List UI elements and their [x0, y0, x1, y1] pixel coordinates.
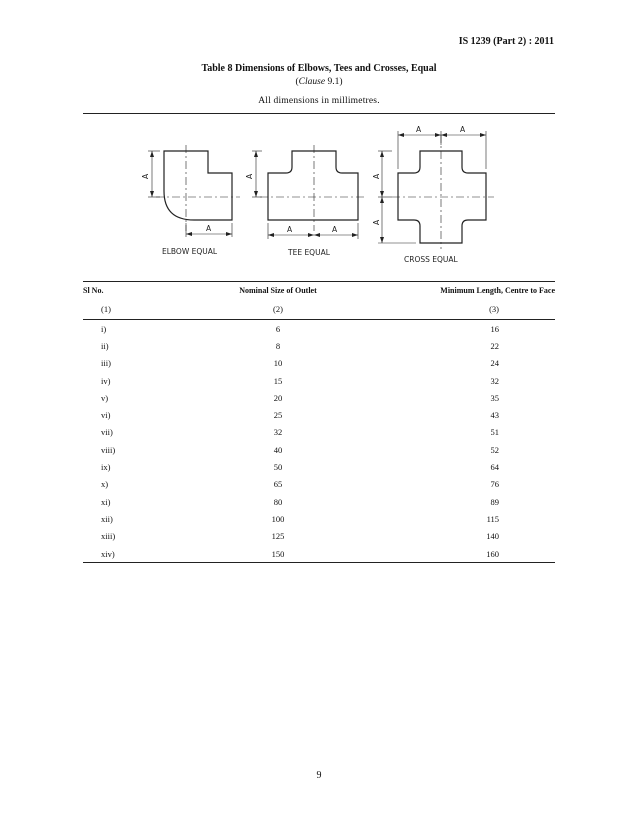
- nominal-size-cell: 25: [273, 410, 283, 421]
- nominal-size-cell: 15: [273, 375, 283, 386]
- sl-no-cell: vi): [101, 410, 111, 421]
- table-row: [83, 458, 555, 475]
- clause-prefix: Clause: [298, 77, 326, 87]
- sl-no-cell: xiv): [101, 548, 115, 559]
- table-row: [83, 493, 555, 510]
- min-length-cell: 35: [490, 392, 499, 403]
- table-row: [83, 389, 555, 406]
- cross-dim-upper: A: [372, 173, 381, 179]
- table-row: [83, 441, 555, 458]
- min-length-cell: 115: [486, 513, 499, 524]
- table-header-row: [83, 282, 555, 300]
- nominal-size-cell: 50: [273, 462, 283, 473]
- table-row: [83, 510, 555, 527]
- nominal-size-cell: 65: [273, 479, 283, 490]
- nominal-size-cell: 100: [271, 513, 285, 524]
- sl-no-cell: ii): [101, 340, 109, 351]
- tee-label: TEE EQUAL: [288, 248, 330, 257]
- nominal-size-cell: 150: [271, 548, 285, 559]
- table-row: [83, 545, 555, 563]
- elbow-dim-horizontal: A: [206, 224, 212, 233]
- nominal-size-cell: 10: [273, 358, 283, 369]
- tee-arrows: [254, 151, 358, 237]
- cross-label: CROSS EQUAL: [404, 255, 458, 264]
- sl-no-cell: vii): [101, 427, 113, 438]
- table-row: [83, 424, 555, 441]
- clause-number: 9.1: [325, 77, 340, 87]
- min-length-cell: 52: [490, 444, 499, 455]
- sl-no-cell: xi): [101, 496, 111, 507]
- tee-dim-left: A: [287, 225, 293, 234]
- table-title: Table 8 Dimensions of Elbows, Tees and Crosses, Equal: [201, 63, 437, 74]
- dimensions-table: [83, 281, 555, 563]
- table-row: [83, 320, 555, 338]
- elbow-arrows: [150, 151, 232, 236]
- min-length-cell: 43: [490, 410, 499, 421]
- table-row: [83, 337, 555, 354]
- header-sl-no: Sl No.: [83, 282, 153, 300]
- cross-dim-left: A: [416, 125, 422, 134]
- clause-reference: (Clause 9.1): [295, 77, 343, 87]
- table-row: [83, 476, 555, 493]
- sl-no-cell: v): [101, 392, 109, 403]
- min-length-cell: 51: [490, 427, 499, 438]
- tee-dim-right: A: [332, 225, 338, 234]
- sl-no-cell: i): [101, 323, 107, 334]
- nominal-size-cell: 80: [273, 496, 283, 507]
- nominal-size-cell: 125: [271, 531, 285, 542]
- cross-drawing: [378, 131, 494, 249]
- sl-no-cell: ix): [101, 462, 111, 473]
- caption-rule: [83, 113, 555, 114]
- sl-no-cell: viii): [101, 444, 116, 455]
- min-length-cell: 64: [490, 462, 499, 473]
- page-number: 9: [316, 770, 322, 781]
- min-length-cell: 32: [490, 375, 499, 386]
- nominal-size-cell: 40: [273, 444, 283, 455]
- standard-id: IS 1239 (Part 2) : 2011: [458, 36, 554, 47]
- sl-no-cell: xiii): [101, 531, 116, 542]
- nominal-size-cell: 8: [275, 340, 281, 351]
- table-row: [83, 372, 555, 389]
- min-length-cell: 160: [486, 548, 499, 559]
- column-number-row: [83, 299, 555, 320]
- sl-no-cell: xii): [101, 513, 113, 524]
- sl-no-cell: iv): [101, 375, 111, 386]
- sl-no-cell: x): [101, 479, 109, 490]
- nominal-size-cell: 20: [273, 392, 283, 403]
- elbow-drawing: [148, 145, 240, 237]
- column-number-1: (1): [83, 299, 153, 320]
- min-length-cell: 89: [490, 496, 499, 507]
- min-length-cell: 16: [490, 323, 499, 334]
- fittings-figure: [136, 121, 506, 271]
- sl-no-cell: iii): [101, 358, 111, 369]
- min-length-cell: 22: [490, 340, 499, 351]
- table-row: [83, 406, 555, 423]
- cross-dim-right: A: [460, 125, 466, 134]
- tee-dim-vertical: A: [245, 173, 254, 179]
- nominal-size-cell: 6: [275, 323, 281, 334]
- elbow-label: ELBOW EQUAL: [162, 247, 218, 256]
- column-number-3: (3): [403, 299, 555, 320]
- table-row: [83, 528, 555, 545]
- nominal-size-cell: 32: [273, 427, 283, 438]
- cross-dim-lower: A: [372, 219, 381, 225]
- min-length-cell: 76: [490, 479, 499, 490]
- header-nominal-size: Nominal Size of Outlet: [153, 282, 403, 300]
- units-note: All dimensions in millimetres.: [258, 96, 380, 106]
- min-length-cell: 24: [490, 358, 499, 369]
- elbow-dim-vertical: A: [141, 173, 150, 179]
- header-min-length: Minimum Length, Centre to Face: [403, 282, 555, 300]
- column-number-2: (2): [153, 299, 403, 320]
- cross-arrows: [380, 133, 486, 243]
- tee-drawing: [252, 145, 366, 239]
- min-length-cell: 140: [486, 531, 499, 542]
- table-row: [83, 355, 555, 372]
